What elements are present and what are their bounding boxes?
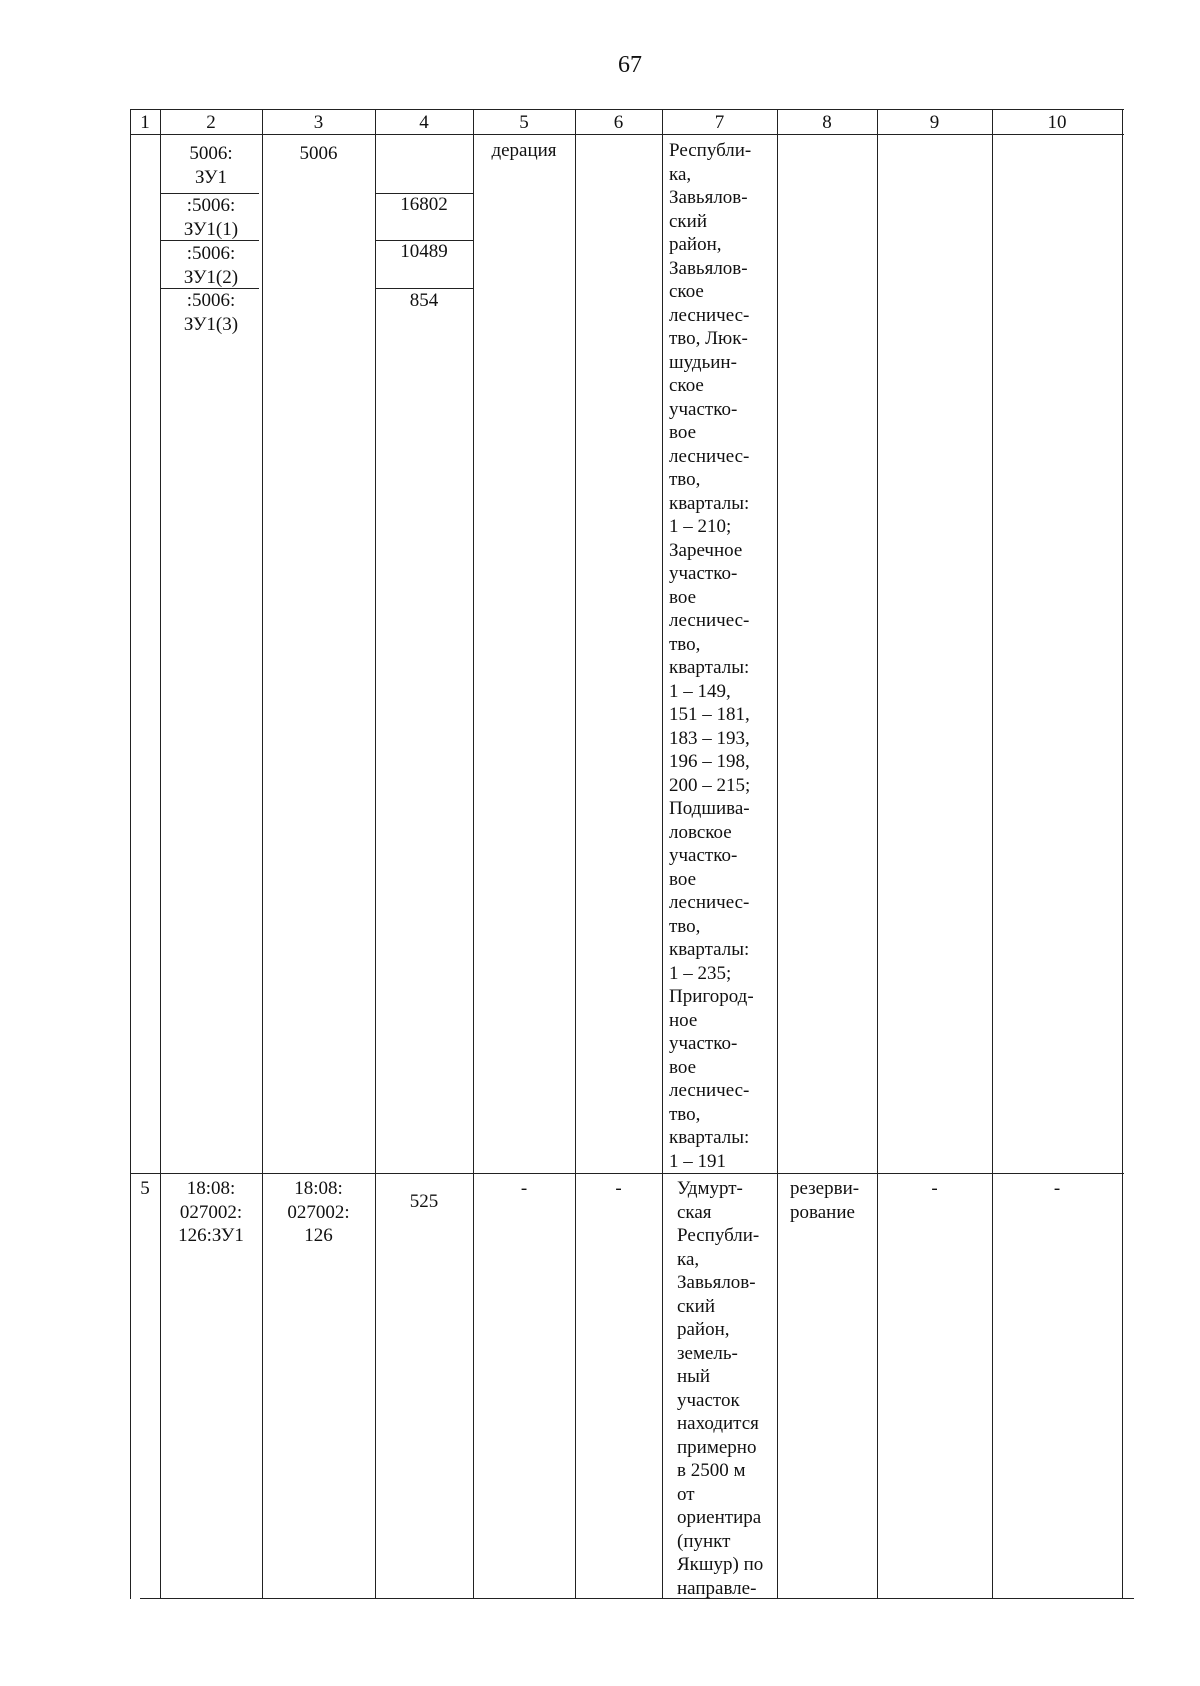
- cadastral-subnumber-3: :5006: ЗУ1(3): [183, 290, 239, 335]
- header-col-3: 3: [313, 112, 324, 133]
- row-number: 5: [140, 1178, 150, 1199]
- row-divider: [130, 1173, 1124, 1174]
- header-col-4: 4: [419, 112, 429, 133]
- column-border: [662, 109, 663, 1599]
- cadastral-subnumber-2: :5006: ЗУ1(2): [183, 243, 239, 288]
- page-number: 67: [618, 52, 642, 78]
- area-subrow-1: 16802: [400, 194, 448, 215]
- column-border: [130, 109, 131, 1599]
- area-subrow-2: 10489: [400, 241, 448, 262]
- table-top-border: [130, 109, 1124, 110]
- column-border: [473, 109, 474, 1599]
- owner: -: [520, 1178, 528, 1199]
- column-border: [877, 109, 878, 1599]
- header-col-10: 10: [1047, 112, 1067, 133]
- table-bottom-border: [140, 1598, 1134, 1599]
- column-border: [575, 109, 576, 1599]
- location-description: Республи- ка, Завьялов- ский район, Завьялов- ское лесничес- тво, Люк- шудьин- ское участко- вое лесничес- тво, кварталы: 1 – 210; Заречное участко- вое лесничес- тво, кварталы: 1 – 149, 151 – 181, 183 – 193, 196 – 198, 200 – 215; Подшива- ловское участко- вое лесничес- тво, кварталы: 1 – 235; Пригород- ное участко- вое лесничес- тво, кварталы: 1 – 191: [669, 140, 754, 1172]
- header-col-8: 8: [822, 112, 832, 133]
- header-col-1: 1: [140, 112, 150, 133]
- parent-cadastral-number: 18:08: 027002: 126: [287, 1178, 350, 1246]
- column-border: [777, 109, 778, 1599]
- header-col-2: 2: [206, 112, 216, 133]
- col6-value: -: [615, 1178, 622, 1199]
- header-bottom-border: [130, 134, 1124, 135]
- column-border: [992, 109, 993, 1599]
- header-col-6: 6: [613, 112, 624, 133]
- location-description: Удмурт- ская Республи- ка, Завьялов- ский район, земель- ный участок находится примерно в 2500 м от ориентира (пункт Якшур) по направле-: [677, 1178, 764, 1599]
- header-col-7: 7: [714, 112, 725, 133]
- cadastral-number: 18:08: 027002: 126:ЗУ1: [178, 1178, 244, 1246]
- area-subrow-3: 854: [409, 290, 439, 311]
- col10-value: -: [1053, 1178, 1061, 1199]
- header-col-5: 5: [519, 112, 529, 133]
- cadastral-subnumber-1: :5006: ЗУ1(1): [183, 195, 239, 240]
- table-right-border: [1122, 109, 1123, 1599]
- column-border: [375, 109, 376, 1599]
- col9-value: -: [931, 1178, 938, 1199]
- parent-cadastral-number: 5006: [299, 143, 338, 164]
- area: 525: [409, 1191, 439, 1212]
- cadastral-number-main: 5006: ЗУ1: [189, 143, 233, 188]
- column-border: [262, 109, 263, 1599]
- header-col-9: 9: [929, 112, 940, 133]
- owner-continued: дерация: [491, 140, 557, 161]
- purpose: резерви- рование: [790, 1178, 860, 1223]
